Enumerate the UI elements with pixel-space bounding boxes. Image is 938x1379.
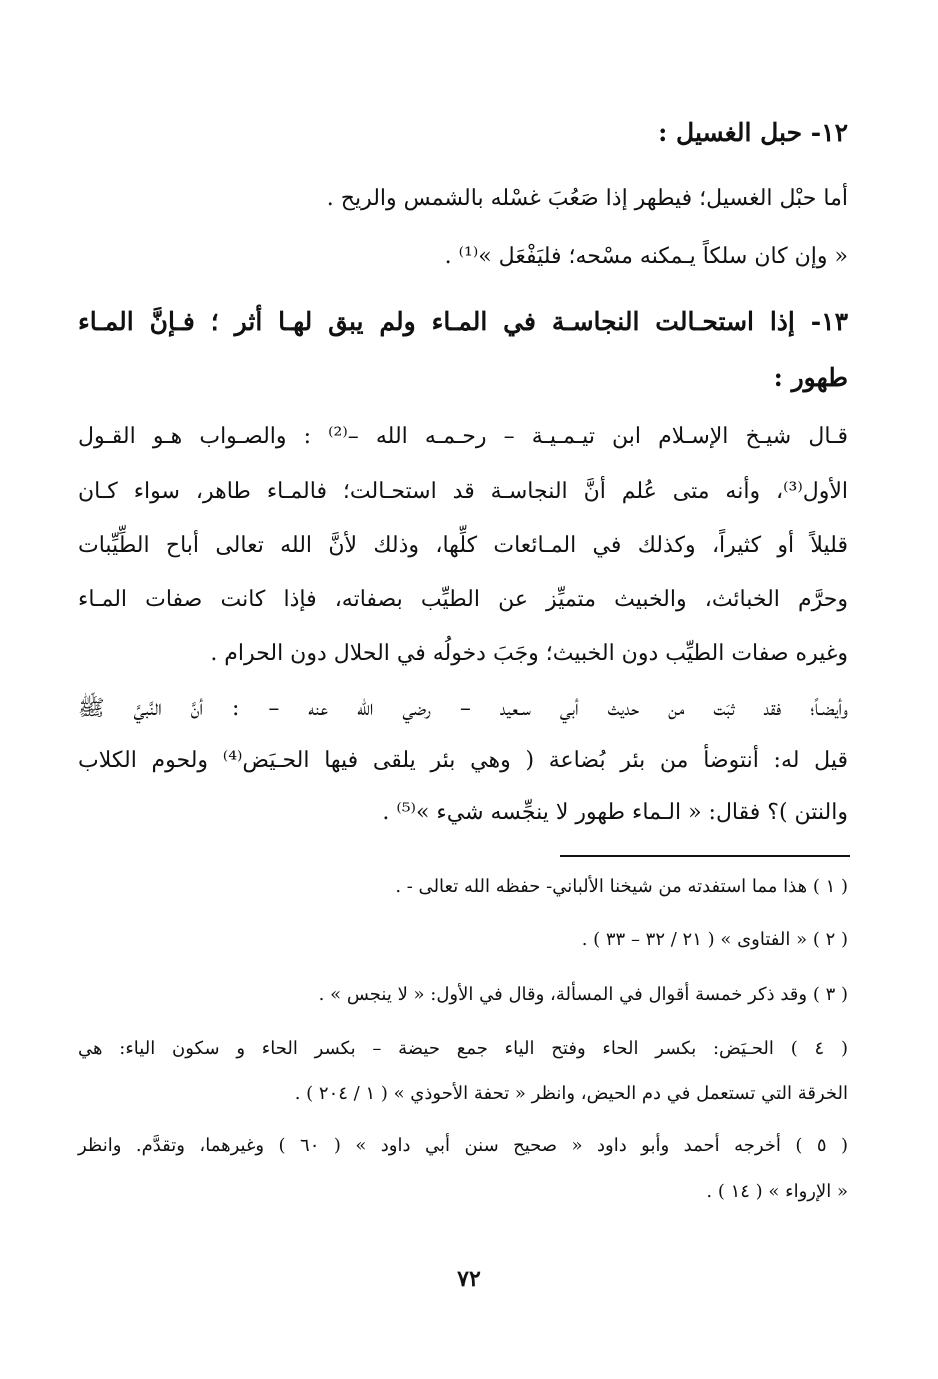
section-12-line-2: « وإن كان سلكاً يـمكنه مسْحه؛ فليَفْعَل »⁽¹⁾ . [444,244,848,269]
section-12-heading: ١٢- حبل الغسيل : [658,118,848,147]
footnote-1: ( ١ ) هذا مما استفدته من شيخنا الألباني- حفظه الله تعالى - . [395,876,848,897]
footnote-4-line-2: الخرقة التي تستعمل في دم الحيض، وانظر « تحفة الأحوذي » ( ١ / ٢٠٤ ) . [294,1083,848,1104]
page-number: ٧٢ [457,1266,481,1292]
section-13-heading-line-1: ١٣- إذا استحـالت النجاسـة في المـاء ولم يبق لهـا أثر ؛ فـإنَّ المـاء [78,307,848,336]
section-13-heading-line-2: طهور : [773,363,848,392]
section-12-line-1: أما حبْل الغسيل؛ فيطهر إذا صَعُبَ غسْله بالشمس والريح . [326,186,848,211]
paragraph-1-line-1: قـال شيـخ الإسـلام ابن تيـمـيـة – رحـمـه الله –⁽²⁾ : والصـواب هـو القـول [78,424,848,449]
footnote-3: ( ٣ ) وقد ذكر خمسة أقوال في المسألة، وقال في الأول: « لا ينجس » . [318,984,848,1005]
paragraph-1-line-4: وحرَّم الخبائث، والخبيث متميِّز عن الطيِّب بصفاته، فإذا كانت صفات المـاء [78,587,848,612]
footnote-separator [560,855,850,857]
paragraph-2-line-3: والنتن )؟ فقال: « الـماء طهور لا ينجِّسه شيء »⁽⁵⁾ . [382,800,848,825]
paragraph-2-line-2: قيل له: أنتوضأ من بئر بُضاعة ( وهي بئر يلقى فيها الحـيَض⁽⁴⁾ ولحوم الكلاب [78,748,848,773]
paragraph-2-line-1: وأيضـاً؛ فقد ثبَت من حديث أبي سـعيد – رضي الله عنه – : أنَّ النَّبيَّ ﷺ [78,696,848,721]
footnote-4-line-1: ( ٤ ) الحـيَض: بكسر الحاء وفتح الياء جمع حيضة – بكسر الحاء و سكون الياء: هي [78,1038,848,1059]
footnote-5-line-2: « الإرواء » ( ١٤ ) . [706,1181,848,1202]
paragraph-1-line-5: وغيره صفات الطيِّب دون الخبيث؛ وجَبَ دخولُه في الحلال دون الحرام . [210,641,848,666]
paragraph-1-line-2: الأول⁽³⁾، وأنه متى عُلم أنَّ النجاسـة قد استحـالت؛ فالمـاء طاهر، سواء كـان [78,479,848,504]
footnote-5-line-1: ( ٥ ) أخرجه أحمد وأبو داود « صحيح سنن أبي داود » ( ٦٠ ) وغيرهما، وتقدَّم. وانظر [78,1135,849,1156]
paragraph-1-line-3: قليلاً أو كثيراً، وكذلك في المـائعات كلِّها، وذلك لأنَّ الله تعالى أباح الطِّيِّبات [78,533,848,558]
footnote-2: ( ٢ ) « الفتاوى » ( ٢١ / ٣٢ – ٣٣ ) . [581,929,848,950]
